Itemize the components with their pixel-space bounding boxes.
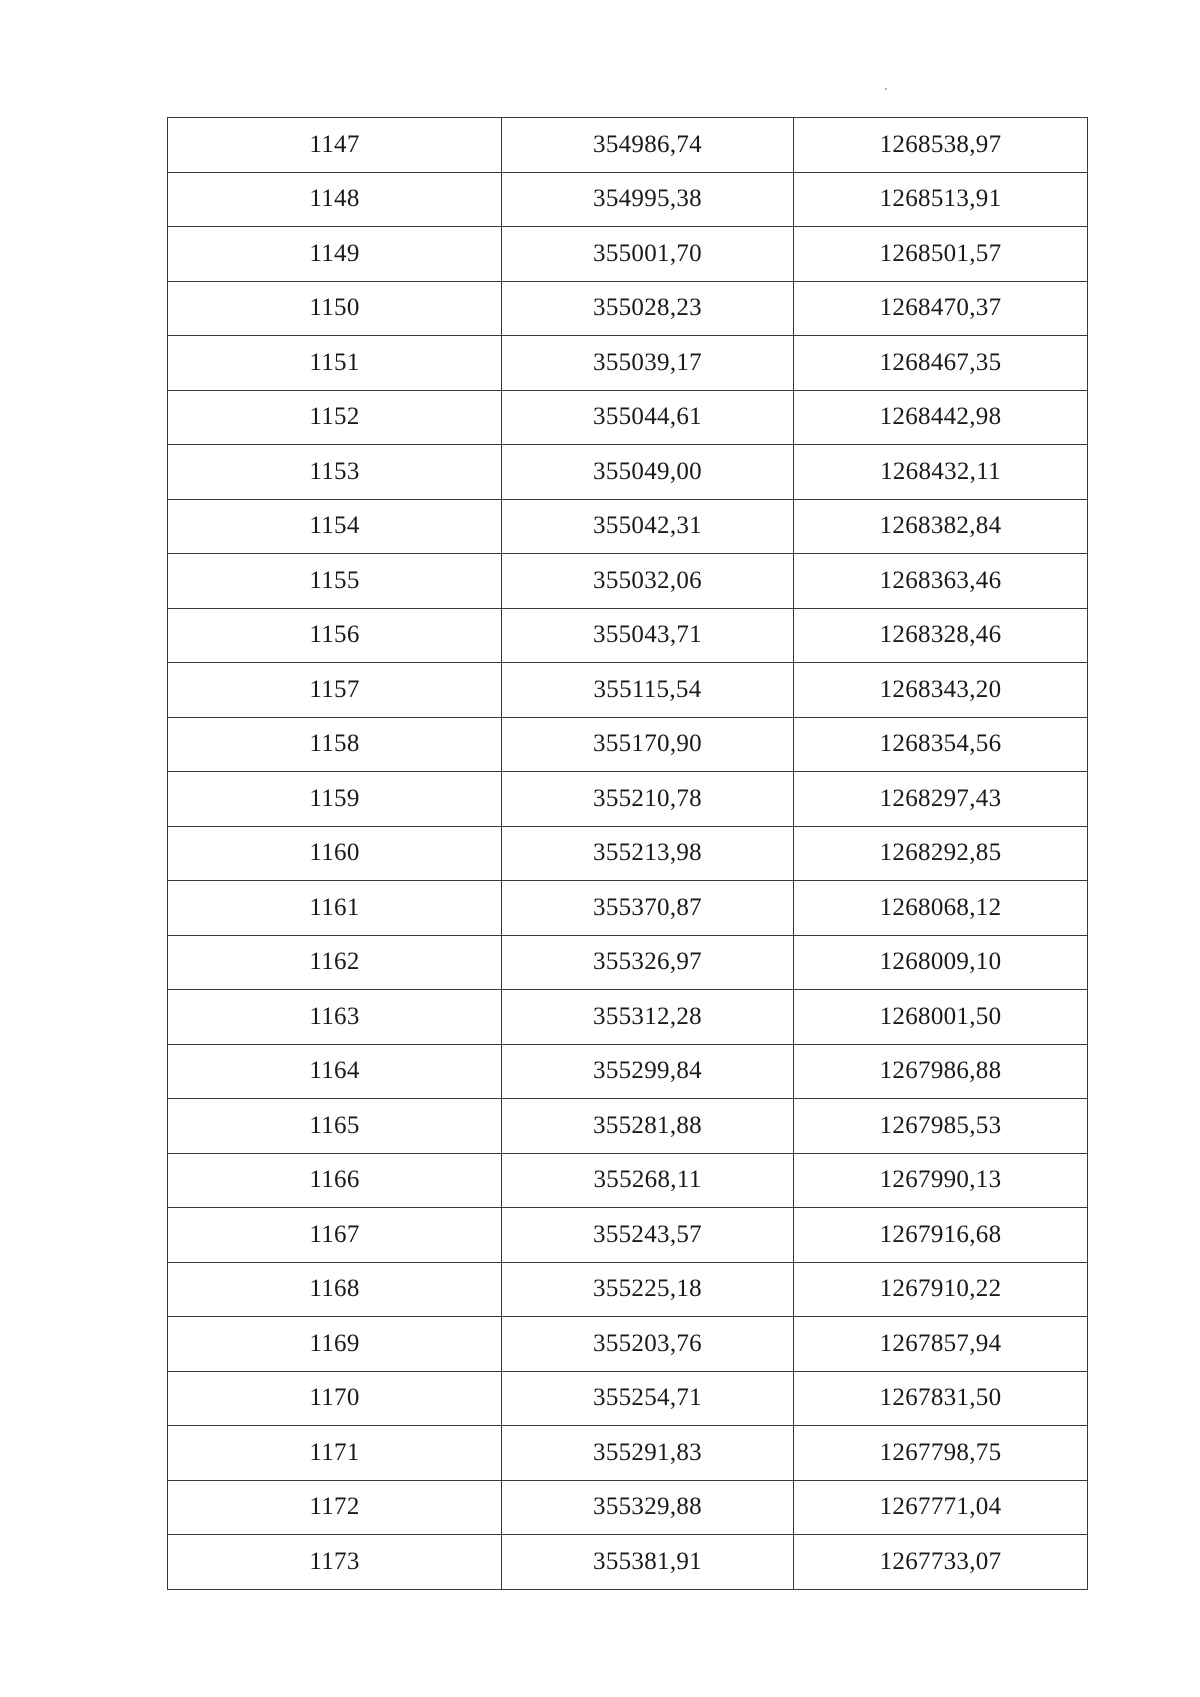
point-number-cell: 1164 xyxy=(168,1044,502,1099)
table-row xyxy=(168,1153,1088,1208)
table-row xyxy=(168,935,1088,990)
y-coordinate-cell: 1267733,07 xyxy=(794,1535,1088,1590)
x-coordinate-cell: 355312,28 xyxy=(502,990,794,1045)
table-row xyxy=(168,1317,1088,1372)
point-number-cell: 1171 xyxy=(168,1426,502,1481)
point-number-cell: 1155 xyxy=(168,554,502,609)
table-row xyxy=(168,281,1088,336)
point-number-cell: 1160 xyxy=(168,826,502,881)
table-row xyxy=(168,336,1088,391)
y-coordinate-cell: 1268442,98 xyxy=(794,390,1088,445)
y-coordinate-cell: 1267771,04 xyxy=(794,1480,1088,1535)
point-number-cell: 1166 xyxy=(168,1153,502,1208)
x-coordinate-cell: 355326,97 xyxy=(502,935,794,990)
point-number-cell: 1167 xyxy=(168,1208,502,1263)
coordinates-table xyxy=(167,117,1088,1590)
x-coordinate-cell: 355299,84 xyxy=(502,1044,794,1099)
x-coordinate-cell: 355225,18 xyxy=(502,1262,794,1317)
table-row xyxy=(168,1044,1088,1099)
x-coordinate-cell: 355268,11 xyxy=(502,1153,794,1208)
point-number-cell: 1149 xyxy=(168,227,502,282)
point-number-cell: 1162 xyxy=(168,935,502,990)
x-coordinate-cell: 355032,06 xyxy=(502,554,794,609)
table-row xyxy=(168,772,1088,827)
y-coordinate-cell: 1267910,22 xyxy=(794,1262,1088,1317)
x-coordinate-cell: 355381,91 xyxy=(502,1535,794,1590)
x-coordinate-cell: 354995,38 xyxy=(502,172,794,227)
point-number-cell: 1148 xyxy=(168,172,502,227)
y-coordinate-cell: 1268292,85 xyxy=(794,826,1088,881)
x-coordinate-cell: 355049,00 xyxy=(502,445,794,500)
x-coordinate-cell: 355044,61 xyxy=(502,390,794,445)
x-coordinate-cell: 355370,87 xyxy=(502,881,794,936)
x-coordinate-cell: 355291,83 xyxy=(502,1426,794,1481)
y-coordinate-cell: 1268513,91 xyxy=(794,172,1088,227)
x-coordinate-cell: 355281,88 xyxy=(502,1099,794,1154)
point-number-cell: 1158 xyxy=(168,717,502,772)
table-row xyxy=(168,1371,1088,1426)
table-row xyxy=(168,118,1088,173)
table-row xyxy=(168,227,1088,282)
x-coordinate-cell: 355243,57 xyxy=(502,1208,794,1263)
scan-speck xyxy=(885,88,887,90)
x-coordinate-cell: 355043,71 xyxy=(502,608,794,663)
x-coordinate-cell: 355213,98 xyxy=(502,826,794,881)
point-number-cell: 1153 xyxy=(168,445,502,500)
y-coordinate-cell: 1268467,35 xyxy=(794,336,1088,391)
point-number-cell: 1159 xyxy=(168,772,502,827)
x-coordinate-cell: 355210,78 xyxy=(502,772,794,827)
point-number-cell: 1170 xyxy=(168,1371,502,1426)
x-coordinate-cell: 355170,90 xyxy=(502,717,794,772)
y-coordinate-cell: 1268363,46 xyxy=(794,554,1088,609)
point-number-cell: 1161 xyxy=(168,881,502,936)
x-coordinate-cell: 355039,17 xyxy=(502,336,794,391)
table-row xyxy=(168,826,1088,881)
table-row xyxy=(168,445,1088,500)
x-coordinate-cell: 355042,31 xyxy=(502,499,794,554)
table-row xyxy=(168,390,1088,445)
point-number-cell: 1151 xyxy=(168,336,502,391)
x-coordinate-cell: 355115,54 xyxy=(502,663,794,718)
table-row xyxy=(168,717,1088,772)
point-number-cell: 1163 xyxy=(168,990,502,1045)
table-row xyxy=(168,499,1088,554)
x-coordinate-cell: 355001,70 xyxy=(502,227,794,282)
x-coordinate-cell: 355329,88 xyxy=(502,1480,794,1535)
point-number-cell: 1173 xyxy=(168,1535,502,1590)
point-number-cell: 1152 xyxy=(168,390,502,445)
y-coordinate-cell: 1268343,20 xyxy=(794,663,1088,718)
table-row xyxy=(168,554,1088,609)
point-number-cell: 1168 xyxy=(168,1262,502,1317)
y-coordinate-cell: 1267986,88 xyxy=(794,1044,1088,1099)
table-row xyxy=(168,608,1088,663)
y-coordinate-cell: 1268009,10 xyxy=(794,935,1088,990)
y-coordinate-cell: 1267831,50 xyxy=(794,1371,1088,1426)
y-coordinate-cell: 1268068,12 xyxy=(794,881,1088,936)
y-coordinate-cell: 1268382,84 xyxy=(794,499,1088,554)
y-coordinate-cell: 1268354,56 xyxy=(794,717,1088,772)
table-row xyxy=(168,1480,1088,1535)
table-row xyxy=(168,1426,1088,1481)
point-number-cell: 1150 xyxy=(168,281,502,336)
table-row xyxy=(168,1099,1088,1154)
x-coordinate-cell: 355254,71 xyxy=(502,1371,794,1426)
table-row xyxy=(168,1262,1088,1317)
table-row xyxy=(168,881,1088,936)
y-coordinate-cell: 1268538,97 xyxy=(794,118,1088,173)
table-row xyxy=(168,172,1088,227)
table-row xyxy=(168,1208,1088,1263)
point-number-cell: 1156 xyxy=(168,608,502,663)
y-coordinate-cell: 1267857,94 xyxy=(794,1317,1088,1372)
point-number-cell: 1154 xyxy=(168,499,502,554)
y-coordinate-cell: 1267985,53 xyxy=(794,1099,1088,1154)
x-coordinate-cell: 355028,23 xyxy=(502,281,794,336)
table-row xyxy=(168,1535,1088,1590)
y-coordinate-cell: 1267990,13 xyxy=(794,1153,1088,1208)
point-number-cell: 1169 xyxy=(168,1317,502,1372)
y-coordinate-cell: 1268328,46 xyxy=(794,608,1088,663)
y-coordinate-cell: 1268297,43 xyxy=(794,772,1088,827)
y-coordinate-cell: 1268470,37 xyxy=(794,281,1088,336)
point-number-cell: 1172 xyxy=(168,1480,502,1535)
x-coordinate-cell: 355203,76 xyxy=(502,1317,794,1372)
point-number-cell: 1157 xyxy=(168,663,502,718)
y-coordinate-cell: 1267798,75 xyxy=(794,1426,1088,1481)
y-coordinate-cell: 1268001,50 xyxy=(794,990,1088,1045)
x-coordinate-cell: 354986,74 xyxy=(502,118,794,173)
coordinates-table-body xyxy=(168,118,1088,1590)
table-row xyxy=(168,990,1088,1045)
y-coordinate-cell: 1267916,68 xyxy=(794,1208,1088,1263)
table-row xyxy=(168,663,1088,718)
point-number-cell: 1165 xyxy=(168,1099,502,1154)
point-number-cell: 1147 xyxy=(168,118,502,173)
y-coordinate-cell: 1268501,57 xyxy=(794,227,1088,282)
y-coordinate-cell: 1268432,11 xyxy=(794,445,1088,500)
